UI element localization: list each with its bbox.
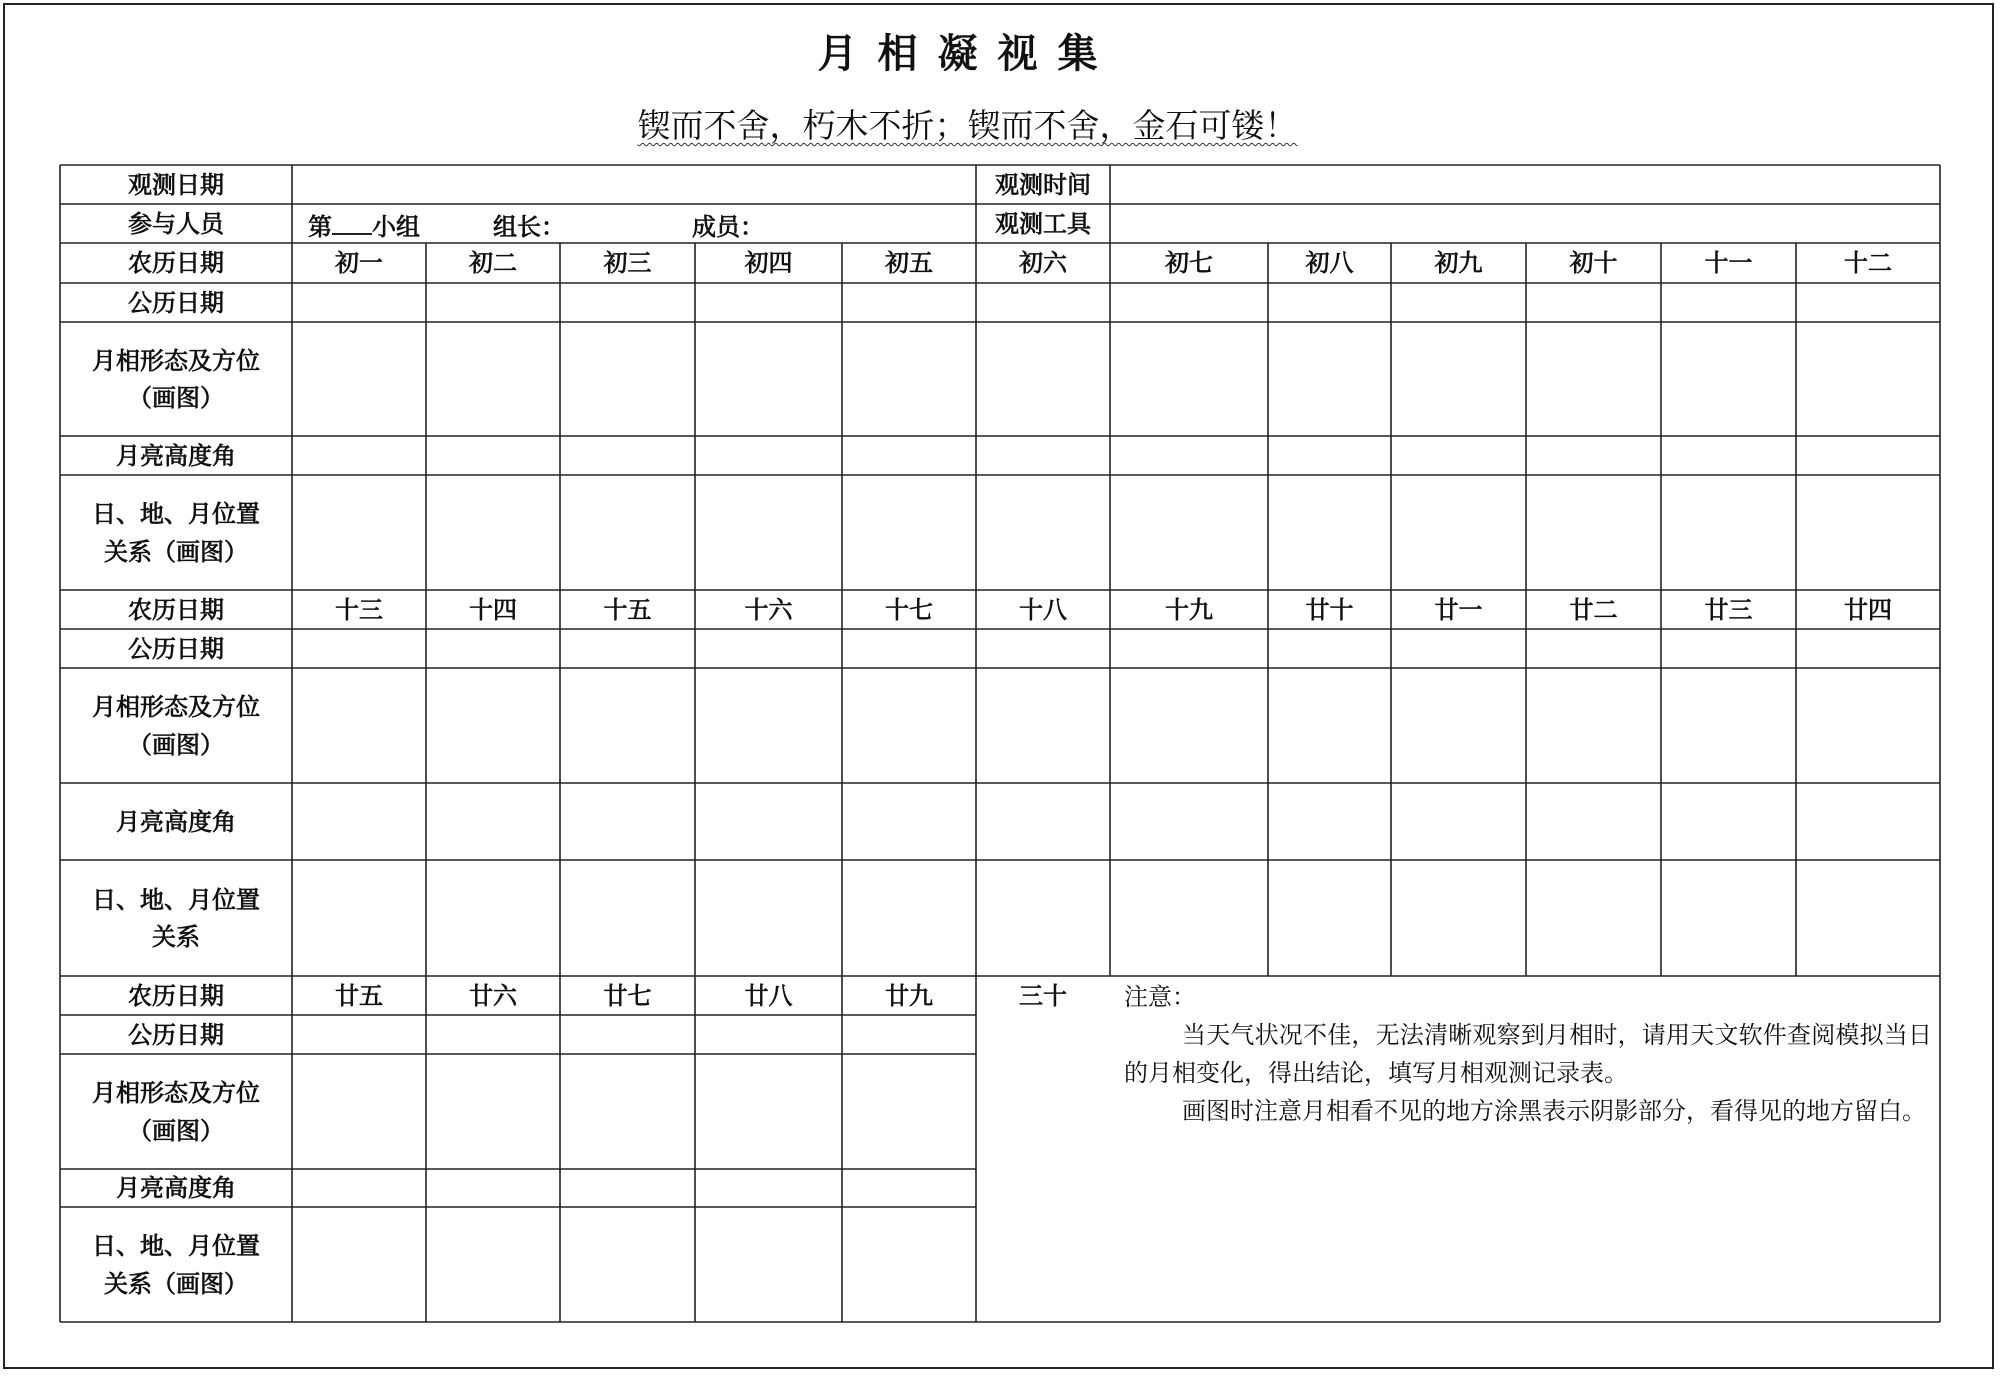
- position-cell[interactable]: [426, 475, 560, 590]
- label-solar-s1: 公历日期: [128, 287, 224, 317]
- phase-cell[interactable]: [976, 668, 1110, 783]
- phase-cell[interactable]: [842, 322, 976, 436]
- phase-cell[interactable]: [1526, 668, 1661, 783]
- members-label: 成员：: [692, 212, 764, 241]
- motto-text: 锲而不舍，朽木不折；锲而不舍，金石可镂！: [637, 106, 1298, 145]
- phase-cell[interactable]: [560, 1054, 695, 1169]
- altitude-cell[interactable]: [292, 1169, 426, 1207]
- people-label: 参与人员: [128, 208, 224, 238]
- phase-cell[interactable]: [560, 322, 695, 436]
- note-paragraph-2: 画图时注意月相看不见的地方涂黑表示阴影部分，看得见的地方留白。: [1182, 1097, 1926, 1125]
- tool-input[interactable]: [1110, 204, 1940, 243]
- label-solar-s2: 公历日期: [128, 633, 224, 663]
- note-box: [1124, 978, 1932, 1130]
- position-cell[interactable]: [976, 475, 1110, 590]
- lunar-day: 十八: [1019, 594, 1067, 624]
- phase-cell[interactable]: [560, 668, 695, 783]
- lunar-day: 初九: [1434, 248, 1483, 278]
- date-label: 观测日期: [128, 169, 224, 199]
- position-cell[interactable]: [842, 1207, 976, 1322]
- solar-cell[interactable]: [1110, 283, 1268, 322]
- solar-cell[interactable]: [560, 283, 695, 322]
- phase-cell[interactable]: [1661, 668, 1796, 783]
- label-phase-s2: 月相形态及方位 （画图）: [92, 692, 260, 759]
- lunar-day: 初二: [469, 248, 517, 278]
- lunar-day: 十九: [1165, 594, 1213, 624]
- time-input[interactable]: [1110, 165, 1940, 204]
- lunar-day: 十六: [744, 594, 793, 624]
- altitude-cell[interactable]: [695, 1169, 842, 1207]
- position_short-cell[interactable]: [1526, 860, 1661, 976]
- altitude-cell[interactable]: [1526, 783, 1661, 860]
- solar-cell[interactable]: [1268, 283, 1391, 322]
- position-cell[interactable]: [1661, 475, 1796, 590]
- position_short-cell[interactable]: [1796, 860, 1940, 976]
- altitude-cell[interactable]: [842, 783, 976, 860]
- lunar-day: 廿四: [1844, 594, 1892, 624]
- group-suffix: 小组: [372, 212, 420, 241]
- altitude-cell[interactable]: [426, 783, 560, 860]
- label-lunar-s3: 农历日期: [128, 980, 224, 1010]
- solar-cell[interactable]: [976, 629, 1110, 668]
- altitude-cell[interactable]: [560, 783, 695, 860]
- altitude-cell[interactable]: [292, 783, 426, 860]
- label-altitude-s2: 月亮高度角: [116, 806, 236, 836]
- position-cell[interactable]: [1268, 475, 1391, 590]
- altitude-cell[interactable]: [1268, 783, 1391, 860]
- phase-cell[interactable]: [1391, 668, 1526, 783]
- position-cell[interactable]: [560, 475, 695, 590]
- lunar-day: 三十: [1019, 980, 1067, 1010]
- phase-cell[interactable]: [842, 668, 976, 783]
- phase-cell[interactable]: [695, 668, 842, 783]
- altitude-cell[interactable]: [1661, 436, 1796, 475]
- altitude-cell[interactable]: [1268, 436, 1391, 475]
- leader-label: 组长：: [493, 212, 565, 241]
- position-cell[interactable]: [426, 1207, 560, 1322]
- page-title: 月相凝视集: [817, 30, 1118, 77]
- altitude-cell[interactable]: [695, 783, 842, 860]
- lunar-day: 初四: [744, 248, 793, 278]
- lunar-day: 廿三: [1704, 594, 1753, 624]
- lunar-day: 十一: [1704, 248, 1753, 278]
- solar-cell[interactable]: [1661, 283, 1796, 322]
- phase-cell[interactable]: [842, 1054, 976, 1169]
- phase-cell[interactable]: [1796, 322, 1940, 436]
- lunar-day: 廿六: [469, 980, 517, 1010]
- position-cell[interactable]: [1526, 475, 1661, 590]
- lunar-day: 十三: [335, 594, 383, 624]
- solar-cell[interactable]: [426, 283, 560, 322]
- label-solar-s3: 公历日期: [128, 1019, 224, 1049]
- position_short-cell[interactable]: [842, 860, 976, 976]
- lunar-day: 初七: [1165, 248, 1213, 278]
- solar-cell[interactable]: [292, 629, 426, 668]
- altitude-cell[interactable]: [1796, 783, 1940, 860]
- position-cell[interactable]: [695, 1207, 842, 1322]
- phase-cell[interactable]: [426, 1054, 560, 1169]
- phase-cell[interactable]: [426, 322, 560, 436]
- solar-cell[interactable]: [1796, 629, 1940, 668]
- label-position-s3: 日、地、月位置 关系（画图）: [92, 1231, 260, 1298]
- position_short-cell[interactable]: [1391, 860, 1526, 976]
- phase-cell[interactable]: [695, 1054, 842, 1169]
- phase-cell[interactable]: [292, 668, 426, 783]
- label-lunar-s1: 农历日期: [128, 248, 224, 278]
- phase-cell[interactable]: [292, 1054, 426, 1169]
- lunar-day: 廿五: [335, 980, 383, 1010]
- position_short-cell[interactable]: [292, 860, 426, 976]
- solar-cell[interactable]: [560, 629, 695, 668]
- position-cell[interactable]: [695, 475, 842, 590]
- label-phase-s3: 月相形态及方位 （画图）: [92, 1078, 260, 1145]
- solar-cell[interactable]: [426, 1015, 560, 1054]
- altitude-cell[interactable]: [1661, 783, 1796, 860]
- solar-cell[interactable]: [842, 1015, 976, 1054]
- altitude-cell[interactable]: [1391, 436, 1526, 475]
- solar-cell[interactable]: [695, 1015, 842, 1054]
- lunar-day: 廿二: [1569, 594, 1618, 624]
- lunar-day: 初六: [1019, 248, 1067, 278]
- label-altitude-s3: 月亮高度角: [116, 1173, 236, 1203]
- position-cell[interactable]: [1796, 475, 1940, 590]
- lunar-day: 初五: [885, 248, 933, 278]
- solar-cell[interactable]: [976, 1015, 1110, 1054]
- solar-cell[interactable]: [1391, 283, 1526, 322]
- position_short-cell[interactable]: [695, 860, 842, 976]
- lunar-day: 十五: [603, 594, 652, 624]
- position-cell[interactable]: [292, 475, 426, 590]
- altitude-cell[interactable]: [1526, 436, 1661, 475]
- solar-cell[interactable]: [292, 283, 426, 322]
- phase-cell[interactable]: [1526, 322, 1661, 436]
- altitude-cell[interactable]: [976, 783, 1110, 860]
- solar-cell[interactable]: [1526, 629, 1661, 668]
- position-cell[interactable]: [292, 1207, 426, 1322]
- phase-cell[interactable]: [1796, 668, 1940, 783]
- solar-cell[interactable]: [695, 629, 842, 668]
- altitude-cell[interactable]: [1110, 436, 1268, 475]
- altitude-cell[interactable]: [695, 436, 842, 475]
- phase-cell[interactable]: [1661, 322, 1796, 436]
- phase-cell[interactable]: [1391, 322, 1526, 436]
- label-lunar-s2: 农历日期: [128, 594, 224, 624]
- note-paragraph-1: 当天气状况不佳，无法清晰观察到月相时，请用天文软件查阅模拟当日的月相变化，得出结论，填写月相观测记录表。: [1124, 1021, 1932, 1087]
- solar-cell[interactable]: [1526, 283, 1661, 322]
- position_short-cell[interactable]: [426, 860, 560, 976]
- phase-cell[interactable]: [292, 322, 426, 436]
- solar-cell[interactable]: [695, 283, 842, 322]
- lunar-day: 廿一: [1434, 594, 1483, 624]
- lunar-day: 初三: [603, 248, 652, 278]
- group-field: [308, 207, 420, 242]
- position-cell[interactable]: [1391, 475, 1526, 590]
- label-position_short-s2: 日、地、月位置 关系: [92, 884, 260, 951]
- phase-cell[interactable]: [1268, 668, 1391, 783]
- altitude-cell[interactable]: [560, 1169, 695, 1207]
- lunar-day: 初十: [1569, 248, 1618, 278]
- tool-label: 观测工具: [995, 208, 1091, 238]
- altitude-cell[interactable]: [426, 1169, 560, 1207]
- position_short-cell[interactable]: [1110, 860, 1268, 976]
- altitude-cell[interactable]: [1391, 783, 1526, 860]
- altitude-cell[interactable]: [976, 1169, 1110, 1207]
- altitude-cell[interactable]: [1796, 436, 1940, 475]
- altitude-cell[interactable]: [560, 436, 695, 475]
- phase-cell[interactable]: [695, 322, 842, 436]
- altitude-cell[interactable]: [842, 1169, 976, 1207]
- group-prefix: 第: [308, 212, 332, 241]
- lunar-day: 廿七: [603, 980, 652, 1010]
- position-cell[interactable]: [1110, 475, 1268, 590]
- altitude-cell[interactable]: [426, 436, 560, 475]
- solar-cell[interactable]: [842, 629, 976, 668]
- lunar-day: 初八: [1305, 248, 1354, 278]
- lunar-day: 廿八: [744, 980, 793, 1010]
- lunar-day: 十四: [469, 594, 517, 624]
- position_short-cell[interactable]: [1661, 860, 1796, 976]
- phase-cell[interactable]: [976, 1054, 1110, 1169]
- solar-cell[interactable]: [426, 629, 560, 668]
- lunar-day: 廿十: [1305, 594, 1354, 624]
- phase-cell[interactable]: [426, 668, 560, 783]
- lunar-day: 十二: [1844, 248, 1892, 278]
- altitude-cell[interactable]: [976, 436, 1110, 475]
- phase-cell[interactable]: [976, 322, 1110, 436]
- altitude-cell[interactable]: [842, 436, 976, 475]
- solar-cell[interactable]: [1661, 629, 1796, 668]
- lunar-day: 十七: [885, 594, 933, 624]
- solar-cell[interactable]: [976, 283, 1110, 322]
- solar-cell[interactable]: [1796, 283, 1940, 322]
- lunar-day: 廿九: [885, 980, 933, 1010]
- phase-cell[interactable]: [1110, 668, 1268, 783]
- position_short-cell[interactable]: [1268, 860, 1391, 976]
- label-position-s1: 日、地、月位置 关系（画图）: [92, 499, 260, 566]
- position-cell[interactable]: [976, 1207, 1110, 1322]
- phase-cell[interactable]: [1268, 322, 1391, 436]
- time-label: 观测时间: [995, 169, 1091, 199]
- solar-cell[interactable]: [842, 283, 976, 322]
- position-cell[interactable]: [560, 1207, 695, 1322]
- solar-cell[interactable]: [292, 1015, 426, 1054]
- phase-cell[interactable]: [1110, 322, 1268, 436]
- date-input[interactable]: [292, 165, 976, 204]
- solar-cell[interactable]: [1268, 629, 1391, 668]
- note-heading: 注意：: [1124, 983, 1196, 1011]
- solar-cell[interactable]: [1391, 629, 1526, 668]
- label-phase-s1: 月相形态及方位 （画图）: [92, 345, 260, 412]
- position_short-cell[interactable]: [976, 860, 1110, 976]
- altitude-cell[interactable]: [1110, 783, 1268, 860]
- solar-cell[interactable]: [560, 1015, 695, 1054]
- position-cell[interactable]: [842, 475, 976, 590]
- position_short-cell[interactable]: [560, 860, 695, 976]
- label-altitude-s1: 月亮高度角: [116, 440, 236, 470]
- group-number-blank[interactable]: [332, 213, 372, 235]
- solar-cell[interactable]: [1110, 629, 1268, 668]
- altitude-cell[interactable]: [292, 436, 426, 475]
- lunar-day: 初一: [335, 248, 383, 278]
